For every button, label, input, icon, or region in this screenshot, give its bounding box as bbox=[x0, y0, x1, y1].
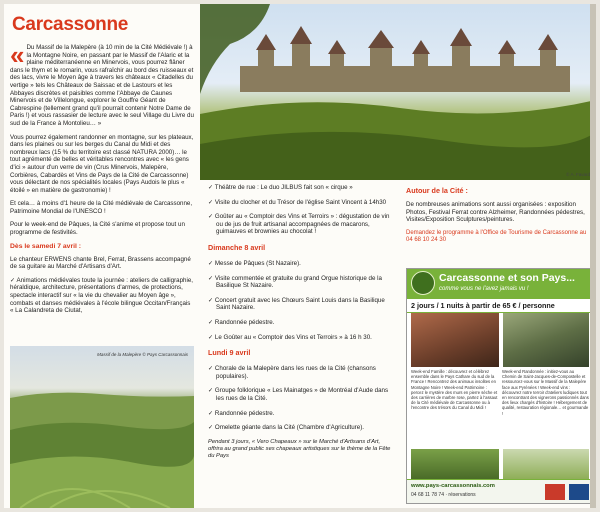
saturday-singer: Le chanteur ERWENS chante Brel, Ferrat, Brassens accompagné de sa guitare au Marché d'Artisans d'Art. bbox=[10, 255, 191, 271]
ad-header bbox=[407, 269, 591, 299]
ad-donkey-photo bbox=[503, 313, 589, 367]
ad-family-photo bbox=[411, 313, 499, 367]
paragraph-unesco: Et cela… à moins d'1 heure de la Cité médiévale de Carcassonne, Patrimoine Mondial de l'UNESCO ! bbox=[10, 200, 193, 215]
closing-note: Pendant 3 jours, « Vero Chapeaux » sur le Marché d'Artisans d'Art, offrira au grand public ses chapeaux artistiques sur le thème de la Fête du Pays bbox=[208, 438, 391, 459]
landscape-photo bbox=[10, 346, 194, 508]
intro-paragraph: Du Massif de la Malepère (à 10 min de la Cité Médiévale !) à la Montagne Noire, en passant par le Massif de l'Alaric et la plaine méditerranéenne en Minervois, vous pourrez flâner dans le thym et le romarin, vous rafraîchir au bord des ruisseaux et des lacs, vivre le Moyen âge à travers les châteaux « Citadelles du vertige » tels les Châteaux de Saissac et de Lastours et les Abbayes discrètes et paisibles comme l'Abbaye de Caunes Minervois et de Villelongue, explorer le Gouffre Géant de Cabrespine (tellement grand qu'il pourrait contenir Notre Dame de Paris !) et vous rassasier de lecture avec le seul Village du Livre du sud de la France à Montolieu… » bbox=[10, 44, 194, 127]
sud-de-france-logo-icon bbox=[545, 484, 565, 500]
ad-thumb-vineyard bbox=[503, 449, 589, 479]
list-item: ✓ Randonnée pédestre. bbox=[208, 409, 275, 417]
intro-text bbox=[10, 40, 194, 237]
photo-credit: © A. Favard bbox=[566, 172, 590, 177]
list-item: ✓ Visite commentée et gratuite du grand Orgue historique de la Basilique St Nazaire. bbox=[208, 274, 382, 290]
ad-offer: 2 jours / 1 nuits à partir de 65 € / personne bbox=[407, 299, 591, 313]
brochure-page bbox=[4, 4, 596, 508]
ad-photos bbox=[407, 313, 592, 367]
list-item: ✓ Goûter au « Comptoir des Vins et Terroirs » : dégustation de vin ou de jus de fruit artisanal accompagnées de macarons, guimauves et brownies au chocolat ! bbox=[208, 213, 390, 236]
list-item: ✓ Omelette géante dans la Cité (Chambre d'Agriculture). bbox=[208, 424, 364, 432]
page-edge bbox=[590, 4, 596, 508]
castle-illustration bbox=[200, 4, 596, 180]
list-item: ✓ Groupe folklorique « Les Mainatges » de Montréal d'Aude dans les rues de la Cité. bbox=[208, 387, 389, 402]
ad-thumbnails bbox=[407, 449, 592, 479]
list-item: ✓ Randonnée pédestre. bbox=[208, 318, 275, 326]
tourism-logo-icon bbox=[411, 271, 435, 295]
middle-column bbox=[208, 184, 394, 508]
list-item: ✓ Chorale de la Malepère dans les rues de la Cité (chansons populaires). bbox=[208, 365, 376, 380]
ad-subtitle: comme vous ne l'avez jamais vu ! bbox=[439, 286, 529, 292]
ad-website[interactable]: www.pays-carcassonnais.com bbox=[411, 483, 495, 489]
partner-logo-icon bbox=[569, 484, 589, 500]
ad-thumb-castle bbox=[411, 449, 499, 479]
saturday-heading: Dès le samedi 7 avril : bbox=[10, 242, 82, 250]
ad-column-right: Week-end Randonnée : initiez-vous au Chemin de Saint-Jacques-de-Compostelle et ressourcez-vous sur le Massif de la Malepère face aux Pyrénées ! Week-end vins : découvrez notre terroir d'ateliers ludiques tout en rencontrant des vignerons passionnés dans des lieux chargés d'histoire ! Hébergement de qualité, restauration régionale… et gourmande ! bbox=[502, 369, 589, 416]
landscape-caption: Massif de la Malepère © Pays Carcassonnais bbox=[97, 352, 188, 357]
ad-title: Carcassonne et son Pays... bbox=[439, 272, 575, 284]
cite-photo bbox=[200, 4, 596, 180]
paragraph-easter: Pour le week-end de Pâques, la Cité s'anime et propose tout un programme de festivités. bbox=[10, 221, 185, 237]
list-item: ✓ Théâtre de rue : Le duo JILBUS fait son « cirque » bbox=[208, 184, 353, 191]
list-item: ✓ Concert gratuit avec les Chœurs Saint Louis dans la Basilique Saint Nazaire. bbox=[208, 296, 385, 312]
sunday-heading: Dimanche 8 avril bbox=[208, 242, 266, 252]
ad-description bbox=[411, 369, 589, 449]
page-title: Carcassonne bbox=[12, 14, 129, 35]
list-item: ✓ Messe de Pâques (St Nazaire). bbox=[208, 259, 301, 267]
landscape-illustration bbox=[10, 346, 194, 508]
ad-phone: 04 68 11 78 74 · réservations bbox=[411, 492, 476, 498]
saturday-medieval: ✓ Animations médiévales toute la journée : ateliers de calligraphie, héraldique, architecture, présentations d'armes, de protections, spectacle interactif sur « la vie du chevalier au Moyen âge », combats et danses médiévales à l'école bilingue Occitan/Français « La Calandreta de Ciutat, bbox=[10, 276, 194, 315]
dropcap: « bbox=[10, 40, 25, 70]
tourism-office-contact: Demandez le programme à l'Office de Tourisme de Carcassonne au 04 68 10 24 30 bbox=[406, 229, 587, 244]
around-cite-heading: Autour de la Cité : bbox=[406, 186, 468, 195]
list-item: ✓ Visite du clocher et du Trésor de l'église Saint Vincent à 14h30 bbox=[208, 198, 387, 206]
monday-heading: Lundi 9 avril bbox=[208, 348, 251, 358]
ad-footer bbox=[407, 479, 592, 503]
saturday-text bbox=[10, 256, 194, 315]
ad-column-left: Week-end Famille : découvrez et célébrez ensemble dans le Pays Cathare du sud de la France ! Rencontrez des animaux insolites en Montagne Noire ! Week-end Patrimoine : percez le mystère des murs en pierre sèche et des carrières de marbre rose, partez à l'assaut de la Cité médiévale de Carcassonne ou à l'encontre des trésors du Canal du Midi ! bbox=[411, 369, 498, 411]
paragraph-hiking: Vous pourrez également randonner en montagne, sur les plateaux, dans les plaines ou sur les berges du Canal du Midi et des nombreux lacs (15 % du territoire est classé NATURA 2000)… le tout agrémenté de belles et véritables rencontres avec « les gens d'ici » autour d'un verre de vin (Crus Minervois, Malepère, Corbières, Cabardès et Vins de Pays de la Cité de Carcassonne) vous délectant de nos spécialités locales (Pays Audois le plus « étoilé » en matière de gastronomie) ! bbox=[10, 133, 194, 194]
around-cite-text: De nombreuses animations sont aussi organisées : exposition Photos, Festival Ferrat contre Alzheimer, Randonnées pédestres, Visites/Exposition Sculptures/peintures. bbox=[406, 201, 585, 224]
list-item: ✓ Le Goûter au « Comptoir des Vins et Terroirs » à 16 h 30. bbox=[208, 333, 372, 341]
advertisement bbox=[406, 268, 592, 504]
